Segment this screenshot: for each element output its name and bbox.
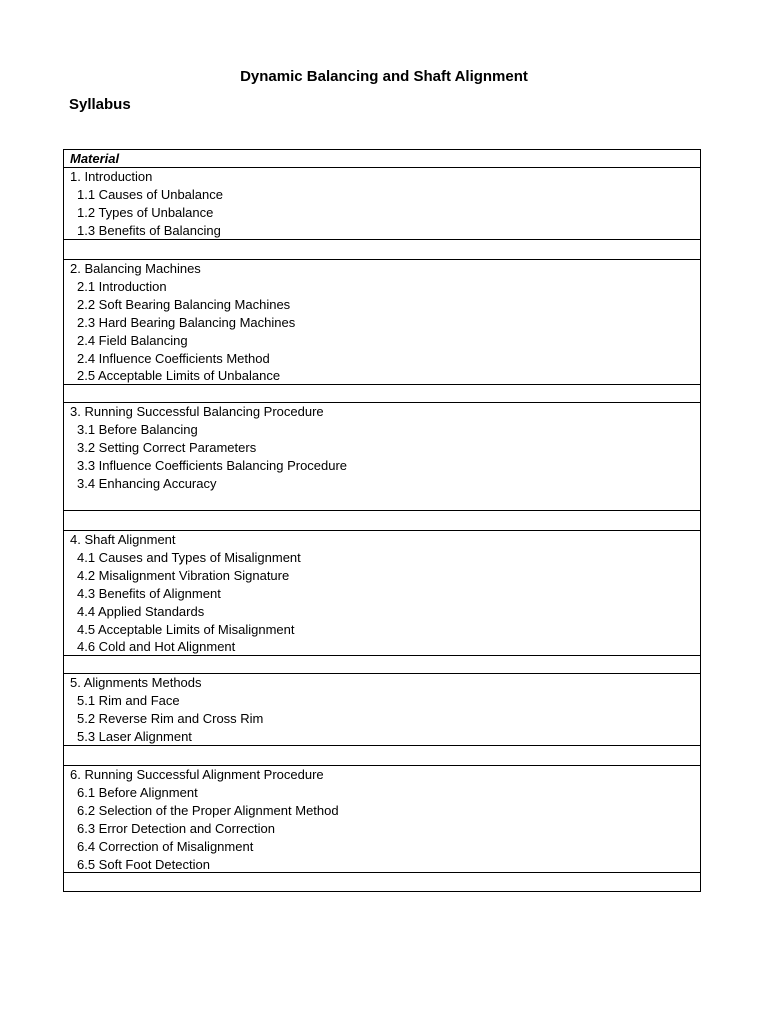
list-item: 2.2 Soft Bearing Balancing Machines bbox=[77, 296, 291, 312]
list-item: 4.5 Acceptable Limits of Misalignment bbox=[77, 621, 295, 637]
list-item: 3.1 Before Balancing bbox=[77, 421, 198, 437]
section-heading: 3. Running Successful Balancing Procedure bbox=[70, 404, 324, 419]
list-item: 1.2 Types of Unbalance bbox=[77, 204, 214, 220]
list-item: 4.4 Applied Standards bbox=[77, 603, 205, 619]
list-item: 2.5 Acceptable Limits of Unbalance bbox=[77, 368, 281, 384]
list-item: 4.1 Causes and Types of Misalignment bbox=[77, 549, 301, 565]
section-shaft-alignment bbox=[64, 531, 700, 656]
spacer-row bbox=[64, 385, 700, 403]
list-item: 4.3 Benefits of Alignment bbox=[77, 585, 221, 601]
list-item: 6.4 Correction of Misalignment bbox=[77, 838, 254, 854]
list-item: 4.6 Cold and Hot Alignment bbox=[77, 639, 236, 655]
section-heading: 2. Balancing Machines bbox=[70, 261, 201, 276]
syllabus-table bbox=[63, 149, 701, 892]
spacer-row bbox=[64, 511, 700, 531]
list-item: 2.3 Hard Bearing Balancing Machines bbox=[77, 314, 296, 330]
spacer-row bbox=[64, 240, 700, 260]
section-alignment-methods bbox=[64, 674, 700, 746]
list-item: 1.3 Benefits of Balancing bbox=[77, 222, 221, 238]
list-item: 3.3 Influence Coefficients Balancing Procedure bbox=[77, 457, 348, 473]
list-item: 6.1 Before Alignment bbox=[77, 784, 198, 800]
list-item: 2.1 Introduction bbox=[77, 278, 167, 294]
list-item: 6.5 Soft Foot Detection bbox=[77, 856, 210, 872]
section-heading: 6. Running Successful Alignment Procedure bbox=[70, 767, 324, 782]
list-item: 5.2 Reverse Rim and Cross Rim bbox=[77, 710, 264, 726]
list-item: 3.4 Enhancing Accuracy bbox=[77, 475, 217, 491]
section-balancing-machines bbox=[64, 260, 700, 385]
section-heading: 5. Alignments Methods bbox=[70, 675, 202, 690]
list-item: 6.2 Selection of the Proper Alignment Method bbox=[77, 802, 339, 818]
table-header: Material bbox=[64, 150, 700, 168]
document-title: Dynamic Balancing and Shaft Alignment bbox=[240, 68, 528, 85]
list-item: 3.2 Setting Correct Parameters bbox=[77, 439, 257, 455]
list-item: 4.2 Misalignment Vibration Signature bbox=[77, 567, 290, 583]
document-subtitle: Syllabus bbox=[69, 96, 131, 113]
section-heading: 4. Shaft Alignment bbox=[70, 532, 176, 547]
list-item: 6.3 Error Detection and Correction bbox=[77, 820, 275, 836]
section-introduction bbox=[64, 168, 700, 240]
section-alignment-procedure bbox=[64, 766, 700, 873]
list-item: 2.4 Influence Coefficients Method bbox=[77, 350, 270, 366]
spacer-row bbox=[64, 873, 700, 891]
list-item: 5.1 Rim and Face bbox=[77, 692, 180, 708]
section-heading: 1. Introduction bbox=[70, 169, 153, 184]
list-item: 5.3 Laser Alignment bbox=[77, 728, 192, 744]
spacer-row bbox=[64, 656, 700, 674]
section-balancing-procedure bbox=[64, 403, 700, 511]
spacer-row bbox=[64, 746, 700, 766]
list-item: 1.1 Causes of Unbalance bbox=[77, 186, 223, 202]
list-item: 2.4 Field Balancing bbox=[77, 332, 188, 348]
